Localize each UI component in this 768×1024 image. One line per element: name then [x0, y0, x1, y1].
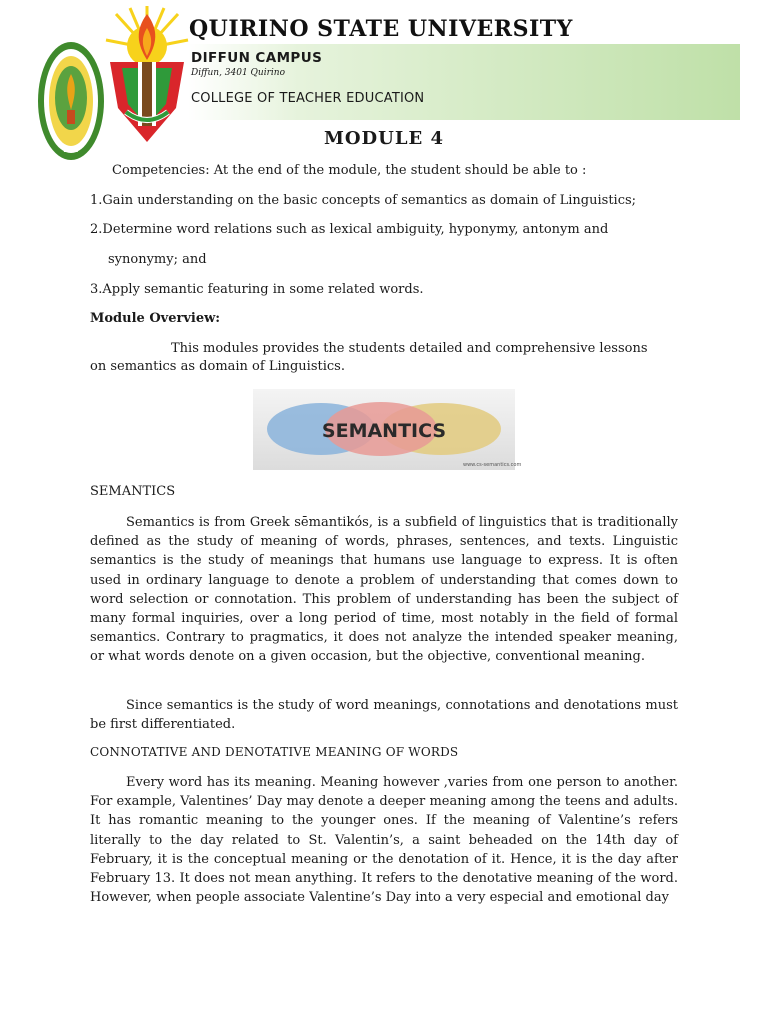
semantics-word: SEMANTICS — [321, 420, 447, 442]
section-heading-connotative: CONNOTATIVE AND DENOTATIVE MEANING OF WORDS — [90, 745, 459, 759]
svg-text:2012: 2012 — [63, 147, 79, 154]
competency-item-2: 2.Determine word relations such as lexical ambiguity, hyponymy, antonym and — [90, 222, 609, 237]
overview-text-line-1: This modules provides the students detailed and comprehensive lessons — [171, 341, 648, 356]
college-name: COLLEGE OF TEACHER EDUCATION — [191, 91, 425, 106]
venn-diagram-graphic — [253, 389, 522, 470]
paragraph-semantics-study: Since semantics is the study of word meanings, connotations and denotations must be first differentiated. — [90, 698, 678, 733]
module-title: MODULE 4 — [323, 128, 445, 149]
paragraph-semantics-definition: Semantics is from Greek sēmantikós, is a subfield of linguistics that is traditionally defined as the study of meaning of words, phrases, sentences, and texts. Linguistic semantics is the study of meanings that humans use language to express. It is often used in ordinary language to denote a problem of understanding that comes down to word selection or connotation. This problem of understanding has been the subject of many formal inquiries, over a long period of time, most notably in the field of formal semantics. Contrary to pragmatics, it does not analyze the intended speaker meaning, or what words denote on a given occasion, but the objective, conventional meaning. — [90, 515, 678, 665]
college-torch-logo — [104, 4, 190, 144]
paragraph-connotative-meaning: Every word has its meaning. Meaning however ,varies from one person to another. For example, Valentines’ Day may denote a deeper meaning among the teens and adults. It has romantic meaning to the younger ones. If the meaning of Valentine’s refers literally to the day related to St. Valentin’s, a saint beheaded on the 14th day of February, it is the conceptual meaning or the denotation of it. Hence, it is the day after February 13. It does not mean anything. It refers to the denotative meaning of the word. However, when people associate Valentine’s Day into a very especial and emotional day — [90, 775, 678, 906]
image-credit: www.cs-semantics.com — [463, 462, 522, 468]
section-heading-semantics: SEMANTICS — [90, 484, 176, 499]
competency-item-2-cont: synonymy; and — [108, 252, 207, 267]
competency-item-3: 3.Apply semantic featuring in some related words. — [90, 282, 424, 297]
campus-name: DIFFUN CAMPUS — [191, 50, 323, 66]
overview-heading: Module Overview: — [90, 311, 221, 326]
campus-address: Diffun, 3401 Quirino — [191, 68, 285, 78]
semantics-venn-image — [253, 389, 522, 470]
overview-text-line-2: on semantics as domain of Linguistics. — [90, 359, 345, 374]
competency-item-1: 1.Gain understanding on the basic concepts of semantics as domain of Linguistics; — [90, 193, 637, 208]
university-name: QUIRINO STATE UNIVERSITY — [189, 16, 573, 42]
competencies-intro: Competencies: At the end of the module, the student should be able to : — [112, 163, 587, 178]
